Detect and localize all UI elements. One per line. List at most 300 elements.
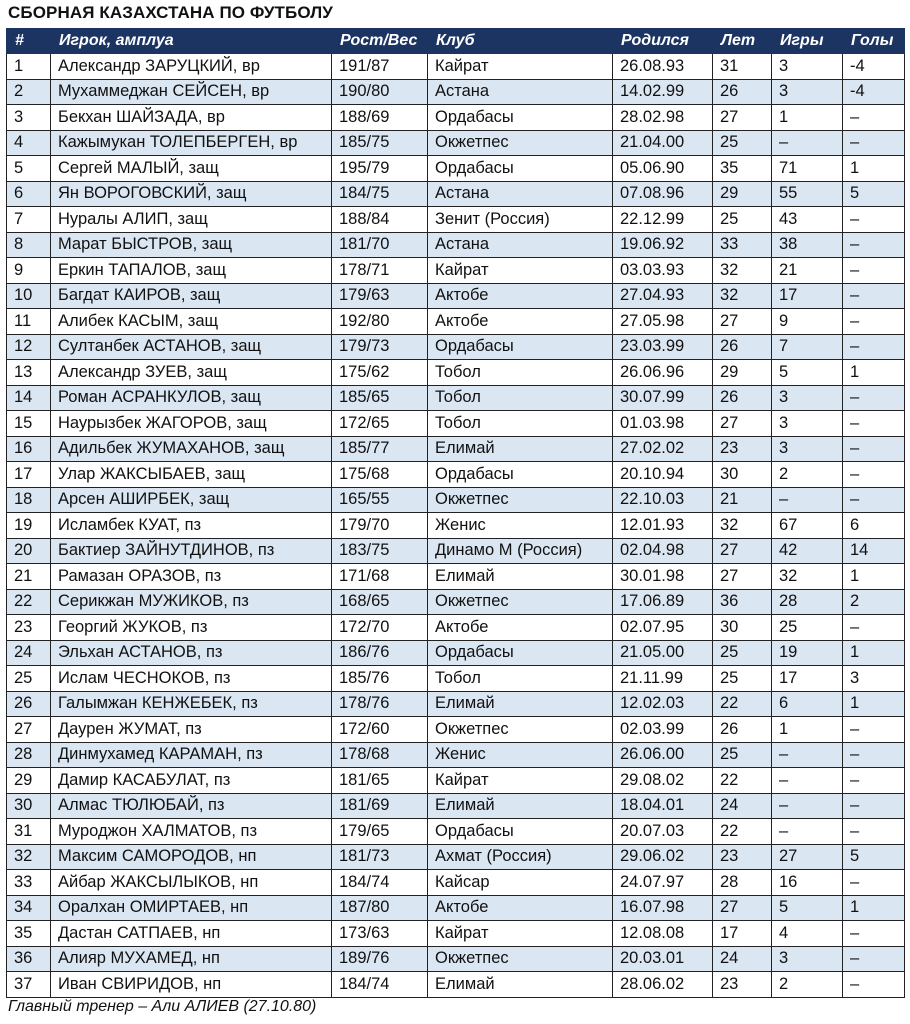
goals-cell: 5 xyxy=(843,844,905,870)
games-cell: – xyxy=(772,768,843,794)
table-header-row xyxy=(7,29,905,54)
born-cell: 12.02.03 xyxy=(613,691,713,717)
goals-cell: – xyxy=(843,309,905,335)
games-cell: 3 xyxy=(772,79,843,105)
height-weight-cell: 181/69 xyxy=(332,793,428,819)
age-cell: 22 xyxy=(713,819,772,845)
age-cell: 35 xyxy=(713,156,772,182)
height-weight-cell: 192/80 xyxy=(332,309,428,335)
number-cell: 31 xyxy=(7,819,51,845)
player-cell: Оралхан ОМИРТАЕВ, нп xyxy=(51,895,332,921)
table-row xyxy=(7,768,905,794)
height-weight-cell: 173/63 xyxy=(332,921,428,947)
player-cell: Александр ЗУЕВ, защ xyxy=(51,360,332,386)
player-cell: Даурен ЖУМАТ, пз xyxy=(51,717,332,743)
games-cell: 3 xyxy=(772,385,843,411)
club-cell: Астана xyxy=(428,79,613,105)
col-header-games: Игры xyxy=(772,29,843,54)
number-cell: 4 xyxy=(7,130,51,156)
games-cell: 21 xyxy=(772,258,843,284)
club-cell: Кайсар xyxy=(428,870,613,896)
height-weight-cell: 189/76 xyxy=(332,946,428,972)
age-cell: 30 xyxy=(713,462,772,488)
height-weight-cell: 188/69 xyxy=(332,105,428,131)
club-cell: Женис xyxy=(428,742,613,768)
col-header-player: Игрок, амплуа xyxy=(51,29,332,54)
age-cell: 32 xyxy=(713,258,772,284)
table-row xyxy=(7,564,905,590)
club-cell: Зенит (Россия) xyxy=(428,207,613,233)
goals-cell: 3 xyxy=(843,666,905,692)
height-weight-cell: 179/63 xyxy=(332,283,428,309)
table-row xyxy=(7,207,905,233)
age-cell: 25 xyxy=(713,666,772,692)
player-cell: Сергей МАЛЫЙ, защ xyxy=(51,156,332,182)
games-cell: 19 xyxy=(772,640,843,666)
born-cell: 07.08.96 xyxy=(613,181,713,207)
games-cell: 7 xyxy=(772,334,843,360)
born-cell: 27.05.98 xyxy=(613,309,713,335)
squad-table xyxy=(6,28,905,998)
player-cell: Эльхан АСТАНОВ, пз xyxy=(51,640,332,666)
age-cell: 17 xyxy=(713,921,772,947)
age-cell: 33 xyxy=(713,232,772,258)
table-row xyxy=(7,717,905,743)
age-cell: 27 xyxy=(713,411,772,437)
born-cell: 29.08.02 xyxy=(613,768,713,794)
born-cell: 19.06.92 xyxy=(613,232,713,258)
games-cell: 27 xyxy=(772,844,843,870)
player-cell: Александр ЗАРУЦКИЙ, вр xyxy=(51,54,332,80)
table-row xyxy=(7,79,905,105)
col-header-age: Лет xyxy=(713,29,772,54)
born-cell: 28.06.02 xyxy=(613,972,713,998)
player-cell: Рамазан ОРАЗОВ, пз xyxy=(51,564,332,590)
born-cell: 14.02.99 xyxy=(613,79,713,105)
born-cell: 21.11.99 xyxy=(613,666,713,692)
number-cell: 15 xyxy=(7,411,51,437)
height-weight-cell: 188/84 xyxy=(332,207,428,233)
club-cell: Ахмат (Россия) xyxy=(428,844,613,870)
number-cell: 32 xyxy=(7,844,51,870)
games-cell: 2 xyxy=(772,972,843,998)
player-cell: Кажымукан ТОЛЕПБЕРГЕН, вр xyxy=(51,130,332,156)
goals-cell: 1 xyxy=(843,360,905,386)
goals-cell: -4 xyxy=(843,54,905,80)
number-cell: 13 xyxy=(7,360,51,386)
age-cell: 24 xyxy=(713,793,772,819)
player-cell: Дастан САТПАЕВ, нп xyxy=(51,921,332,947)
born-cell: 05.06.90 xyxy=(613,156,713,182)
table-row xyxy=(7,946,905,972)
games-cell: – xyxy=(772,130,843,156)
player-cell: Ислам ЧЕСНОКОВ, пз xyxy=(51,666,332,692)
goals-cell: – xyxy=(843,105,905,131)
goals-cell: – xyxy=(843,411,905,437)
col-header-born: Родился xyxy=(613,29,713,54)
born-cell: 29.06.02 xyxy=(613,844,713,870)
games-cell: – xyxy=(772,793,843,819)
goals-cell: – xyxy=(843,921,905,947)
table-row xyxy=(7,54,905,80)
games-cell: 28 xyxy=(772,589,843,615)
age-cell: 30 xyxy=(713,615,772,641)
games-cell: 2 xyxy=(772,462,843,488)
player-cell: Исламбек КУАТ, пз xyxy=(51,513,332,539)
goals-cell: 5 xyxy=(843,181,905,207)
goals-cell: – xyxy=(843,742,905,768)
club-cell: Ордабасы xyxy=(428,819,613,845)
number-cell: 25 xyxy=(7,666,51,692)
club-cell: Кайрат xyxy=(428,258,613,284)
number-cell: 20 xyxy=(7,538,51,564)
player-cell: Нуралы АЛИП, защ xyxy=(51,207,332,233)
height-weight-cell: 195/79 xyxy=(332,156,428,182)
number-cell: 34 xyxy=(7,895,51,921)
born-cell: 02.07.95 xyxy=(613,615,713,641)
goals-cell: 6 xyxy=(843,513,905,539)
col-header-goals: Голы xyxy=(843,29,905,54)
games-cell: 3 xyxy=(772,411,843,437)
age-cell: 26 xyxy=(713,334,772,360)
born-cell: 26.06.96 xyxy=(613,360,713,386)
club-cell: Елимай xyxy=(428,691,613,717)
height-weight-cell: 184/74 xyxy=(332,972,428,998)
born-cell: 03.03.93 xyxy=(613,258,713,284)
number-cell: 22 xyxy=(7,589,51,615)
height-weight-cell: 172/65 xyxy=(332,411,428,437)
age-cell: 23 xyxy=(713,972,772,998)
age-cell: 27 xyxy=(713,538,772,564)
height-weight-cell: 187/80 xyxy=(332,895,428,921)
table-row xyxy=(7,589,905,615)
goals-cell: – xyxy=(843,819,905,845)
age-cell: 27 xyxy=(713,105,772,131)
player-cell: Мухаммеджан СЕЙСЕН, вр xyxy=(51,79,332,105)
club-cell: Тобол xyxy=(428,411,613,437)
born-cell: 26.06.00 xyxy=(613,742,713,768)
goals-cell: – xyxy=(843,283,905,309)
club-cell: Окжетпес xyxy=(428,717,613,743)
height-weight-cell: 186/76 xyxy=(332,640,428,666)
games-cell: – xyxy=(772,742,843,768)
age-cell: 27 xyxy=(713,895,772,921)
player-cell: Алмас ТЮЛЮБАЙ, пз xyxy=(51,793,332,819)
number-cell: 24 xyxy=(7,640,51,666)
height-weight-cell: 184/75 xyxy=(332,181,428,207)
games-cell: 5 xyxy=(772,895,843,921)
games-cell: 67 xyxy=(772,513,843,539)
games-cell: 3 xyxy=(772,946,843,972)
games-cell: 9 xyxy=(772,309,843,335)
age-cell: 21 xyxy=(713,487,772,513)
age-cell: 23 xyxy=(713,844,772,870)
number-cell: 27 xyxy=(7,717,51,743)
club-cell: Кайрат xyxy=(428,768,613,794)
number-cell: 2 xyxy=(7,79,51,105)
games-cell: 43 xyxy=(772,207,843,233)
club-cell: Кайрат xyxy=(428,921,613,947)
age-cell: 27 xyxy=(713,564,772,590)
games-cell: 5 xyxy=(772,360,843,386)
age-cell: 25 xyxy=(713,742,772,768)
goals-cell: 1 xyxy=(843,895,905,921)
games-cell: 1 xyxy=(772,105,843,131)
games-cell: 3 xyxy=(772,436,843,462)
player-cell: Еркин ТАПАЛОВ, защ xyxy=(51,258,332,284)
club-cell: Астана xyxy=(428,181,613,207)
born-cell: 02.03.99 xyxy=(613,717,713,743)
games-cell: 38 xyxy=(772,232,843,258)
number-cell: 10 xyxy=(7,283,51,309)
goals-cell: – xyxy=(843,793,905,819)
age-cell: 32 xyxy=(713,283,772,309)
number-cell: 23 xyxy=(7,615,51,641)
player-cell: Султанбек АСТАНОВ, защ xyxy=(51,334,332,360)
number-cell: 18 xyxy=(7,487,51,513)
age-cell: 22 xyxy=(713,768,772,794)
goals-cell: 1 xyxy=(843,640,905,666)
games-cell: 25 xyxy=(772,615,843,641)
player-cell: Максим САМОРОДОВ, нп xyxy=(51,844,332,870)
club-cell: Окжетпес xyxy=(428,946,613,972)
height-weight-cell: 171/68 xyxy=(332,564,428,590)
number-cell: 28 xyxy=(7,742,51,768)
player-cell: Ян ВОРОГОВСКИЙ, защ xyxy=(51,181,332,207)
table-row xyxy=(7,513,905,539)
goals-cell: – xyxy=(843,487,905,513)
born-cell: 26.08.93 xyxy=(613,54,713,80)
player-cell: Багдат КАИРОВ, защ xyxy=(51,283,332,309)
player-cell: Георгий ЖУКОВ, пз xyxy=(51,615,332,641)
table-row xyxy=(7,105,905,131)
club-cell: Елимай xyxy=(428,564,613,590)
number-cell: 7 xyxy=(7,207,51,233)
goals-cell: -4 xyxy=(843,79,905,105)
age-cell: 28 xyxy=(713,870,772,896)
goals-cell: – xyxy=(843,334,905,360)
number-cell: 1 xyxy=(7,54,51,80)
born-cell: 30.01.98 xyxy=(613,564,713,590)
table-row xyxy=(7,130,905,156)
age-cell: 25 xyxy=(713,130,772,156)
age-cell: 24 xyxy=(713,946,772,972)
club-cell: Динамо М (Россия) xyxy=(428,538,613,564)
height-weight-cell: 181/73 xyxy=(332,844,428,870)
games-cell: 4 xyxy=(772,921,843,947)
table-row xyxy=(7,283,905,309)
number-cell: 37 xyxy=(7,972,51,998)
table-row xyxy=(7,309,905,335)
club-cell: Елимай xyxy=(428,793,613,819)
number-cell: 12 xyxy=(7,334,51,360)
height-weight-cell: 175/62 xyxy=(332,360,428,386)
number-cell: 11 xyxy=(7,309,51,335)
age-cell: 26 xyxy=(713,79,772,105)
number-cell: 19 xyxy=(7,513,51,539)
number-cell: 35 xyxy=(7,921,51,947)
games-cell: 1 xyxy=(772,717,843,743)
height-weight-cell: 172/60 xyxy=(332,717,428,743)
age-cell: 32 xyxy=(713,513,772,539)
player-cell: Адильбек ЖУМАХАНОВ, защ xyxy=(51,436,332,462)
height-weight-cell: 179/65 xyxy=(332,819,428,845)
player-cell: Алибек КАСЫМ, защ xyxy=(51,309,332,335)
table-row xyxy=(7,487,905,513)
table-row xyxy=(7,666,905,692)
player-cell: Иван СВИРИДОВ, нп xyxy=(51,972,332,998)
number-cell: 26 xyxy=(7,691,51,717)
goals-cell: 2 xyxy=(843,589,905,615)
table-row xyxy=(7,844,905,870)
table-row xyxy=(7,334,905,360)
height-weight-cell: 178/76 xyxy=(332,691,428,717)
number-cell: 9 xyxy=(7,258,51,284)
goals-cell: – xyxy=(843,130,905,156)
goals-cell: – xyxy=(843,258,905,284)
born-cell: 27.04.93 xyxy=(613,283,713,309)
club-cell: Актобе xyxy=(428,895,613,921)
age-cell: 27 xyxy=(713,309,772,335)
age-cell: 25 xyxy=(713,207,772,233)
number-cell: 33 xyxy=(7,870,51,896)
age-cell: 22 xyxy=(713,691,772,717)
player-cell: Марат БЫСТРОВ, защ xyxy=(51,232,332,258)
born-cell: 20.07.03 xyxy=(613,819,713,845)
born-cell: 18.04.01 xyxy=(613,793,713,819)
number-cell: 29 xyxy=(7,768,51,794)
col-header-height-weight: Рост/Вес xyxy=(332,29,428,54)
table-row xyxy=(7,232,905,258)
player-cell: Улар ЖАКСЫБАЕВ, защ xyxy=(51,462,332,488)
age-cell: 31 xyxy=(713,54,772,80)
goals-cell: – xyxy=(843,768,905,794)
table-body xyxy=(7,54,905,998)
player-cell: Дамир КАСАБУЛАТ, пз xyxy=(51,768,332,794)
table-row xyxy=(7,360,905,386)
height-weight-cell: 172/70 xyxy=(332,615,428,641)
height-weight-cell: 183/75 xyxy=(332,538,428,564)
club-cell: Елимай xyxy=(428,972,613,998)
games-cell: 3 xyxy=(772,54,843,80)
games-cell: – xyxy=(772,487,843,513)
number-cell: 36 xyxy=(7,946,51,972)
goals-cell: – xyxy=(843,972,905,998)
club-cell: Тобол xyxy=(428,666,613,692)
born-cell: 27.02.02 xyxy=(613,436,713,462)
table-row xyxy=(7,921,905,947)
goals-cell: – xyxy=(843,436,905,462)
height-weight-cell: 181/70 xyxy=(332,232,428,258)
goals-cell: 14 xyxy=(843,538,905,564)
club-cell: Ордабасы xyxy=(428,156,613,182)
player-cell: Серикжан МУЖИКОВ, пз xyxy=(51,589,332,615)
age-cell: 36 xyxy=(713,589,772,615)
age-cell: 29 xyxy=(713,360,772,386)
born-cell: 12.01.93 xyxy=(613,513,713,539)
number-cell: 3 xyxy=(7,105,51,131)
table-row xyxy=(7,895,905,921)
goals-cell: 1 xyxy=(843,156,905,182)
height-weight-cell: 185/76 xyxy=(332,666,428,692)
table-row xyxy=(7,972,905,998)
height-weight-cell: 178/71 xyxy=(332,258,428,284)
age-cell: 26 xyxy=(713,385,772,411)
club-cell: Ордабасы xyxy=(428,462,613,488)
games-cell: 32 xyxy=(772,564,843,590)
club-cell: Астана xyxy=(428,232,613,258)
age-cell: 25 xyxy=(713,640,772,666)
table-row xyxy=(7,538,905,564)
games-cell: 16 xyxy=(772,870,843,896)
number-cell: 21 xyxy=(7,564,51,590)
player-cell: Роман АСРАНКУЛОВ, защ xyxy=(51,385,332,411)
games-cell: 6 xyxy=(772,691,843,717)
table-row xyxy=(7,181,905,207)
number-cell: 14 xyxy=(7,385,51,411)
born-cell: 22.10.03 xyxy=(613,487,713,513)
height-weight-cell: 181/65 xyxy=(332,768,428,794)
player-cell: Муроджон ХАЛМАТОВ, пз xyxy=(51,819,332,845)
player-cell: Галымжан КЕНЖЕБЕК, пз xyxy=(51,691,332,717)
height-weight-cell: 179/73 xyxy=(332,334,428,360)
goals-cell: – xyxy=(843,870,905,896)
table-row xyxy=(7,436,905,462)
age-cell: 26 xyxy=(713,717,772,743)
table-row xyxy=(7,411,905,437)
col-header-club: Клуб xyxy=(428,29,613,54)
born-cell: 21.05.00 xyxy=(613,640,713,666)
born-cell: 16.07.98 xyxy=(613,895,713,921)
club-cell: Тобол xyxy=(428,385,613,411)
number-cell: 8 xyxy=(7,232,51,258)
goals-cell: – xyxy=(843,232,905,258)
player-cell: Алияр МУХАМЕД, нп xyxy=(51,946,332,972)
club-cell: Елимай xyxy=(428,436,613,462)
born-cell: 30.07.99 xyxy=(613,385,713,411)
number-cell: 30 xyxy=(7,793,51,819)
games-cell: 71 xyxy=(772,156,843,182)
table-row xyxy=(7,742,905,768)
height-weight-cell: 190/80 xyxy=(332,79,428,105)
club-cell: Тобол xyxy=(428,360,613,386)
born-cell: 17.06.89 xyxy=(613,589,713,615)
club-cell: Ордабасы xyxy=(428,334,613,360)
height-weight-cell: 184/74 xyxy=(332,870,428,896)
games-cell: 42 xyxy=(772,538,843,564)
height-weight-cell: 185/77 xyxy=(332,436,428,462)
table-row xyxy=(7,819,905,845)
goals-cell: 1 xyxy=(843,691,905,717)
games-cell: – xyxy=(772,819,843,845)
club-cell: Ордабасы xyxy=(428,640,613,666)
born-cell: 20.03.01 xyxy=(613,946,713,972)
table-row xyxy=(7,258,905,284)
height-weight-cell: 179/70 xyxy=(332,513,428,539)
goals-cell: – xyxy=(843,717,905,743)
table-row xyxy=(7,462,905,488)
club-cell: Кайрат xyxy=(428,54,613,80)
born-cell: 12.08.08 xyxy=(613,921,713,947)
number-cell: 16 xyxy=(7,436,51,462)
player-cell: Айбар ЖАКСЫЛЫКОВ, нп xyxy=(51,870,332,896)
club-cell: Ордабасы xyxy=(428,105,613,131)
club-cell: Окжетпес xyxy=(428,589,613,615)
born-cell: 28.02.98 xyxy=(613,105,713,131)
table-row xyxy=(7,793,905,819)
table-row xyxy=(7,385,905,411)
club-cell: Актобе xyxy=(428,309,613,335)
